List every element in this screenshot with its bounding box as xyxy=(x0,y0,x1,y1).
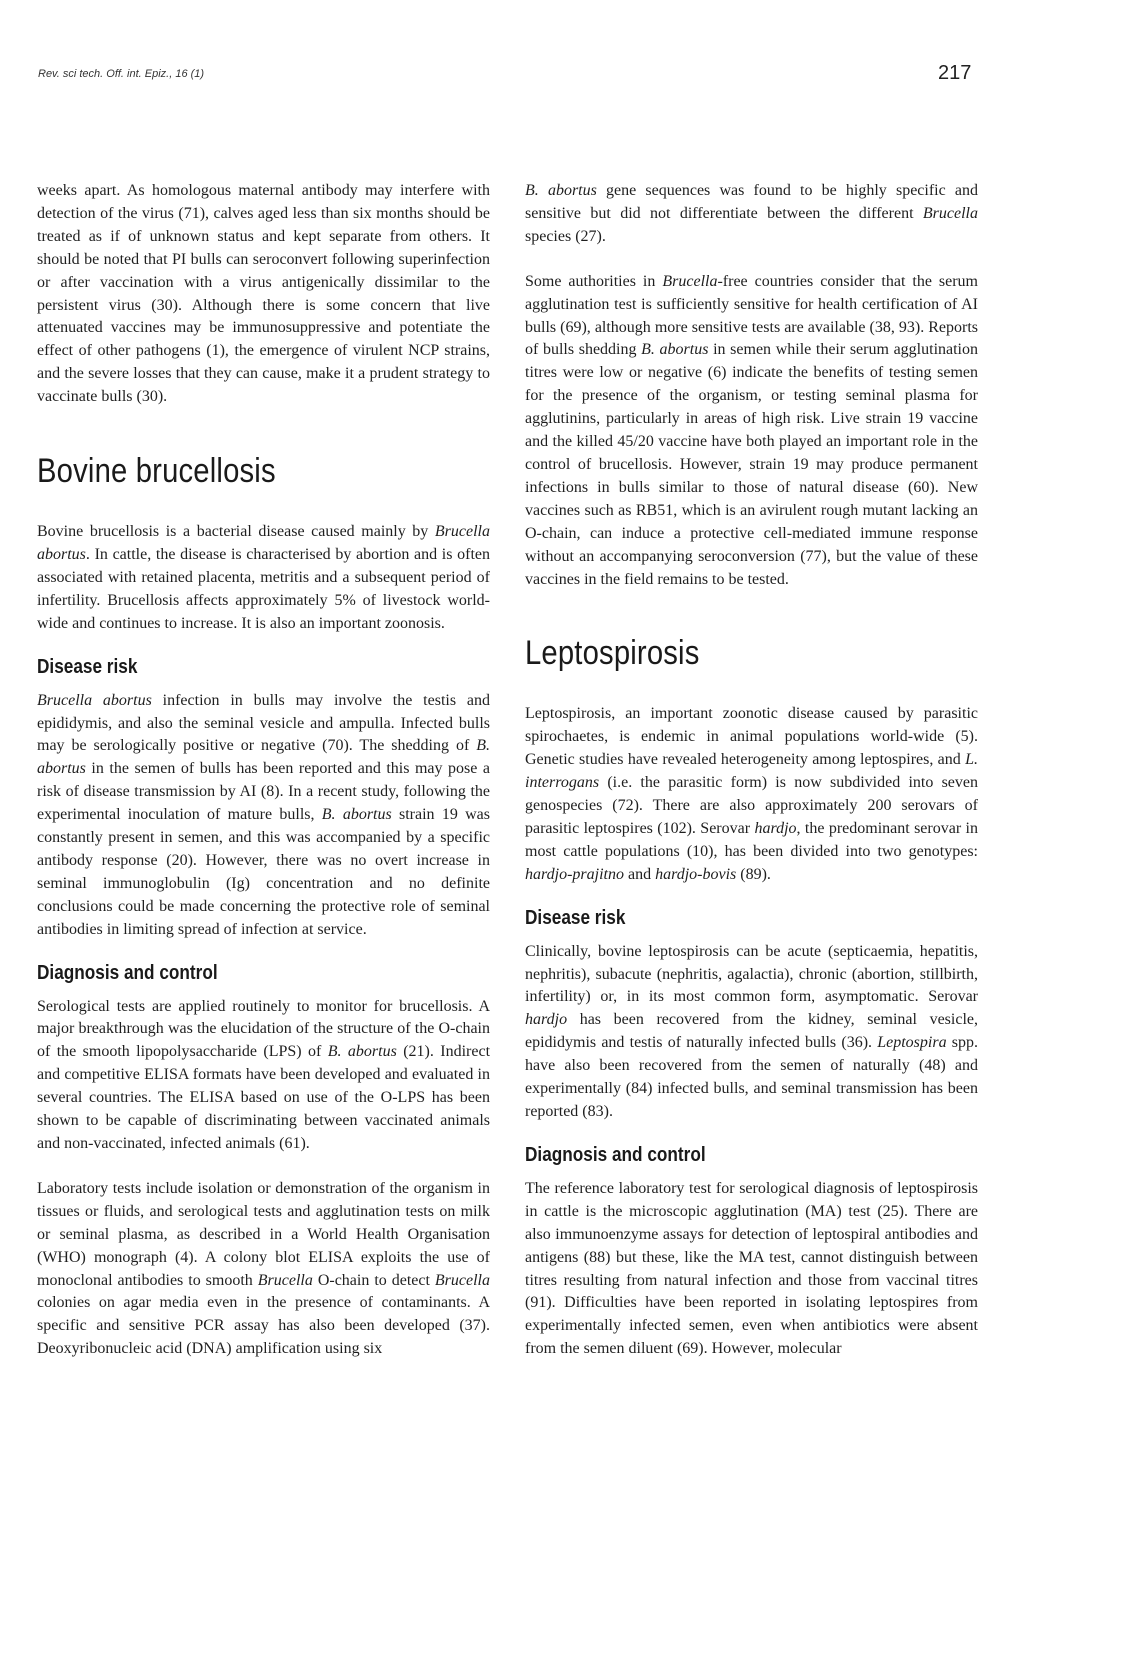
paragraph: Some authorities in Brucella-free countries consider that the serum agglutination test is sufficiently sensitive for health certification of AI bulls (69), although more sensitive tests are available (38, 93). Reports of bulls shedding B. abortus in semen while their serum agglutination titres were low or negative (6) indicate the benefits of testing semen for the presence of the organism, or testing seminal plasma for agglutinins, particularly in areas of high risk. Live strain 19 vaccine and the killed 45/20 vaccine have both played an important role in the control of brucellosis. However, strain 19 may produce permanent infections in bulls similar to those of natural disease (60). New vaccines such as RB51, which is an avirulent rough mutant lacking an O-chain, can induce a protective cell-mediated immune response without an accompanying seroconversion (77), but the value of these vaccines in the field remains to be tested. xyxy=(525,272,979,588)
paragraph: weeks apart. As homologous maternal antibody may interfere with detection of the virus (71), calves aged less than six months should be treated as if of unknown status and kept separate from others. It should be noted that PI bulls can seroconvert following superinfection or after vaccination with a virus antigenically dissimilar to the persistent virus (30). Although there is some concern that live attenuated vaccines may be immunosuppressive and potentiate the effect of other pathogens (1), the emergence of virulent NCP strains, and the severe losses that they can cause, make it a prudent strategy to vaccinate bulls (30). xyxy=(37,182,490,406)
journal-header: Rev. sci tech. Off. int. Epiz., 16 (1) xyxy=(38,68,205,80)
paragraph: Clinically, bovine leptospirosis can be acute (septicaemia, hepatitis, nephritis), subacute (nephritis, agalactia), chronic (abortion, stillbirth, infertility) or, in its most common form, asymptomatic. Serovar hardjo has been recovered from the kidney, seminal vesicle, epididymis and testis of naturally infected bulls (36). Leptospira spp. have also been recovered from the semen of naturally (48) and experimentally (84) infected bulls, and seminal transmission has been reported (83). xyxy=(525,942,978,1120)
paragraph: The reference laboratory test for serological diagnosis of leptospirosis in cattle is the microscopic agglutination (MA) test (25). There are also immunoenzyme assays for detection of leptospiral antibodies and antigens (88) but these, like the MA test, cannot distinguish between titres resulting from natural infection and those from vaccinal titres (91). Difficulties have been reported in isolating leptospires from experimentally infected semen, even when antibiotics were absent from the semen diluent (69). However, molecular xyxy=(525,1179,978,1358)
page-number: 217 xyxy=(938,62,972,84)
paragraph: Leptospirosis, an important zoonotic disease caused by parasitic spirochaetes, is endemic in animal populations world-wide (5). Genetic studies have revealed heterogeneity among leptospires, and L. interrogans (i.e. the parasitic form) is now subdivided into seven genospecies (72). There are also approximately 200 serovars of parasitic leptospires (102). Serovar hardjo, the predominant serovar in most cattle populations (10), has been divided into two genotypes: hardjo-prajitno and hardjo-bovis (89). xyxy=(525,705,978,883)
section-title-leptospirosis: Leptospirosis xyxy=(525,634,700,673)
paragraph: B. abortus gene sequences was found to be highly specific and sensitive but did not differentiate between the different Brucella species (27). xyxy=(525,182,979,245)
paragraph: Brucella abortus infection in bulls may involve the testis and epididymis, and also the seminal vesicle and ampulla. Infected bulls may be serologically positive or negative (70). The shedding of B. abortus in the semen of bulls has been reported and this may pose a risk of disease transmission by AI (8). In a recent study, following the experimental inoculation of mature bulls, B. abortus strain 19 was constantly present in semen, and this was accompanied by a specific antibody response (20). However, there was no overt increase in seminal immunoglobulin (Ig) concentration and no definite conclusions could be made concerning the protective role of seminal antibodies in limiting spread of infection at service. xyxy=(37,691,490,938)
subsection-title-disease-risk: Disease risk xyxy=(37,655,138,678)
subsection-title-diagnosis-control: Diagnosis and control xyxy=(37,961,218,984)
left-column xyxy=(37,180,490,1361)
paragraph: Serological tests are applied routinely to monitor for brucellosis. A major breakthrough was the elucidation of the structure of the O-chain of the smooth lipopolysaccharide (LPS) of B. abortus (21). Indirect and competitive ELISA formats have been developed and evaluated in several countries. The ELISA based on use of the O-LPS has been shown to be capable of discriminating between vaccinated animals and non-vaccinated, infected animals (61). xyxy=(37,997,491,1152)
right-column xyxy=(525,180,978,1361)
paragraph: Laboratory tests include isolation or demonstration of the organism in tissues or fluids, and serological tests and agglutination tests on milk or seminal plasma, as described in a World Health Organisation (WHO) monograph (4). A colony blot ELISA exploits the use of monoclonal antibodies to smooth Brucella O-chain to detect Brucella colonies on agar media even in the presence of contaminants. A specific and sensitive PCR assay has also been developed (37). Deoxyribonucleic acid (DNA) amplification using six xyxy=(37,1179,490,1358)
paragraph: Bovine brucellosis is a bacterial disease caused mainly by Brucella abortus. In cattle, the disease is characterised by abortion and is often associated with retained placenta, metritis and a subsequent period of infertility. Brucellosis affects approximately 5% of livestock world-wide and continues to increase. It is also an important zoonosis. xyxy=(37,523,490,632)
subsection-title-diagnosis-control: Diagnosis and control xyxy=(525,1143,706,1166)
section-title-bovine-brucellosis: Bovine brucellosis xyxy=(37,452,276,491)
subsection-title-disease-risk: Disease risk xyxy=(525,906,626,929)
